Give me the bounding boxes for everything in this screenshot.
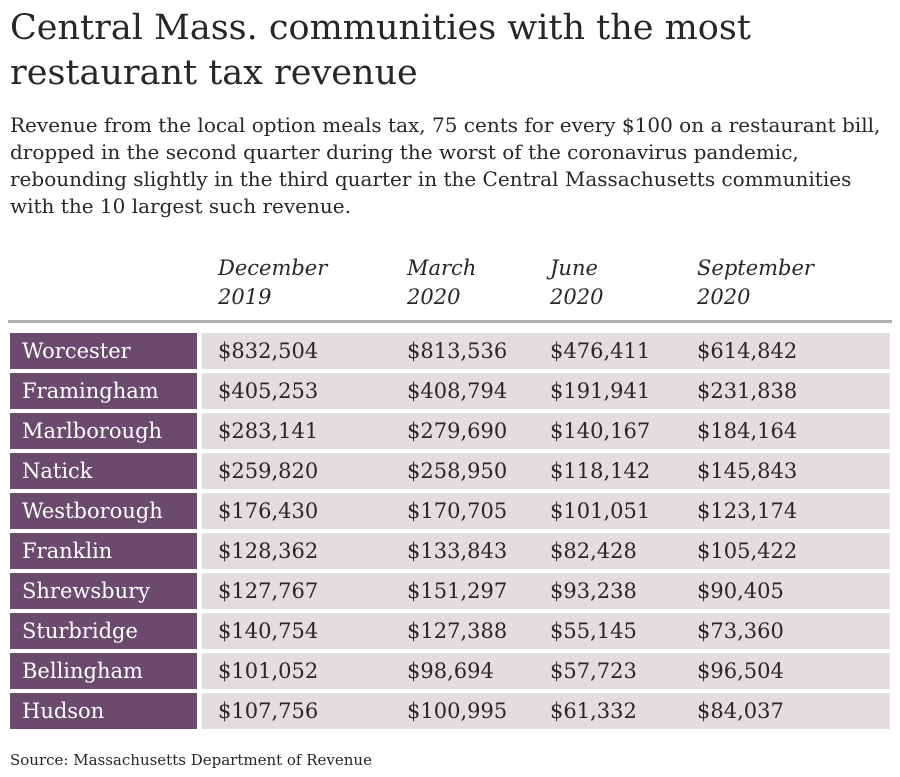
community-label: Natick: [10, 453, 197, 489]
row-values: [202, 533, 890, 569]
community-label: Shrewsbury: [10, 573, 197, 609]
value-cell: $127,767: [218, 579, 319, 603]
value-cell: $832,504: [218, 339, 319, 363]
community-label: Marlborough: [10, 413, 197, 449]
value-cell: $98,694: [407, 659, 494, 683]
value-cell: $101,052: [218, 659, 319, 683]
community-label: Framingham: [10, 373, 197, 409]
row-values: [202, 413, 890, 449]
value-cell: $151,297: [407, 579, 508, 603]
column-month: June: [550, 256, 598, 280]
column-month: March: [407, 256, 477, 280]
value-cell: $184,164: [697, 419, 798, 443]
value-cell: $170,705: [407, 499, 508, 523]
row-values: [202, 493, 890, 529]
value-cell: $82,428: [550, 539, 637, 563]
data-table: [10, 333, 890, 733]
value-cell: $128,362: [218, 539, 319, 563]
table-row-bellingham: [10, 653, 890, 689]
value-cell: $105,422: [697, 539, 798, 563]
row-values: [202, 693, 890, 729]
value-cell: $191,941: [550, 379, 651, 403]
value-cell: $405,253: [218, 379, 319, 403]
row-values: [202, 333, 890, 369]
value-cell: $283,141: [218, 419, 319, 443]
column-year: 2020: [697, 285, 751, 309]
value-cell: $73,360: [697, 619, 784, 643]
table-row-franklin: [10, 533, 890, 569]
community-label: Sturbridge: [10, 613, 197, 649]
column-header-december-2019: [202, 254, 391, 312]
value-cell: $100,995: [407, 699, 508, 723]
community-label: Worcester: [10, 333, 197, 369]
value-cell: $259,820: [218, 459, 319, 483]
value-cell: $90,405: [697, 579, 784, 603]
value-cell: $55,145: [550, 619, 637, 643]
column-year: 2020: [550, 285, 604, 309]
value-cell: $176,430: [218, 499, 319, 523]
value-cell: $84,037: [697, 699, 784, 723]
value-cell: $614,842: [697, 339, 798, 363]
column-month: December: [218, 256, 328, 280]
value-cell: $813,536: [407, 339, 508, 363]
value-cell: $61,332: [550, 699, 637, 723]
column-year: 2019: [218, 285, 272, 309]
value-cell: $279,690: [407, 419, 508, 443]
value-cell: $408,794: [407, 379, 508, 403]
chart-subtitle: Revenue from the local option meals tax, 75 cents for every $100 on a restaurant bill, dropped in the second quarter during the worst of the coronavirus pandemic, rebounding slightly in the third quarter in the Central Massachusetts communities with the 10 largest such revenue.: [10, 113, 881, 218]
value-cell: $258,950: [407, 459, 508, 483]
column-header-june-2020: [534, 254, 681, 312]
value-cell: $118,142: [550, 459, 651, 483]
table-row-framingham: [10, 373, 890, 409]
column-year: 2020: [407, 285, 461, 309]
value-cell: $145,843: [697, 459, 798, 483]
chart-title: Central Mass. communities with the most restaurant tax revenue: [10, 8, 751, 93]
community-label: Bellingham: [10, 653, 197, 689]
table-row-sturbridge: [10, 613, 890, 649]
value-cell: $127,388: [407, 619, 508, 643]
row-values: [202, 613, 890, 649]
column-headers: [202, 254, 890, 312]
table-row-shrewsbury: [10, 573, 890, 609]
column-month: September: [697, 256, 814, 280]
value-cell: $96,504: [697, 659, 784, 683]
table-row-hudson: [10, 693, 890, 729]
row-values: [202, 653, 890, 689]
value-cell: $57,723: [550, 659, 637, 683]
value-cell: $140,754: [218, 619, 319, 643]
row-values: [202, 453, 890, 489]
value-cell: $123,174: [697, 499, 798, 523]
table-row-westborough: [10, 493, 890, 529]
column-header-march-2020: [391, 254, 534, 312]
row-values: [202, 573, 890, 609]
value-cell: $93,238: [550, 579, 637, 603]
source-note: Source: Massachusetts Department of Revenue: [10, 751, 372, 769]
row-values: [202, 373, 890, 409]
table-row-natick: [10, 453, 890, 489]
table-row-marlborough: [10, 413, 890, 449]
table-row-worcester: [10, 333, 890, 369]
community-label: Franklin: [10, 533, 197, 569]
community-label: Westborough: [10, 493, 197, 529]
column-header-september-2020: [681, 254, 890, 312]
value-cell: $476,411: [550, 339, 651, 363]
value-cell: $107,756: [218, 699, 319, 723]
value-cell: $133,843: [407, 539, 508, 563]
community-label: Hudson: [10, 693, 197, 729]
table-top-border: [8, 320, 892, 323]
value-cell: $101,051: [550, 499, 651, 523]
value-cell: $140,167: [550, 419, 651, 443]
value-cell: $231,838: [697, 379, 798, 403]
